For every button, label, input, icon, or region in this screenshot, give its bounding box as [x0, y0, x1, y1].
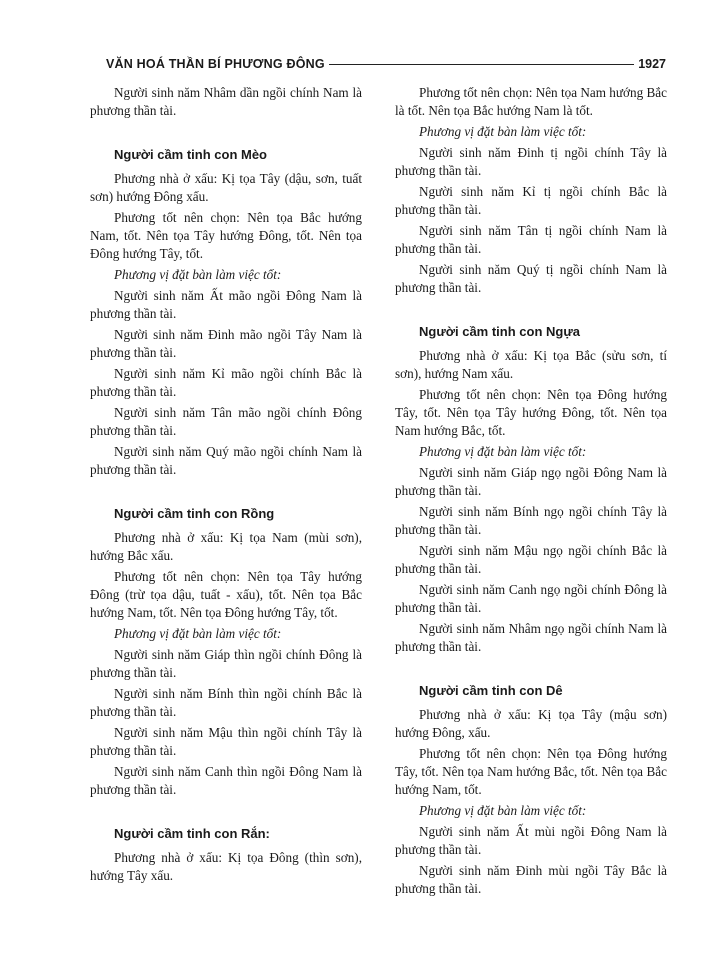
body-paragraph: Người sinh năm Nhâm ngọ ngồi chính Nam là phương thần tài.: [395, 621, 667, 654]
body-paragraph: Người sinh năm Bính ngọ ngồi chính Tây là phương thần tài.: [395, 504, 667, 537]
section-heading: Người cầm tinh con Rắn:: [114, 826, 270, 841]
body-paragraph: Phương nhà ở xấu: Kị tọa Nam (mùi sơn), hướng Bắc xấu.: [90, 530, 362, 563]
section-heading: Người cầm tinh con Rồng: [114, 506, 275, 521]
left-column: [90, 84, 362, 888]
body-paragraph: Người sinh năm Mậu thìn ngồi chính Tây là phương thần tài.: [90, 725, 362, 758]
section-heading: Người cầm tinh con Dê: [419, 683, 563, 698]
body-paragraph: Phương nhà ở xấu: Kị tọa Bắc (sửu sơn, tí sơn), hướng Nam xấu.: [395, 348, 667, 381]
body-paragraph: Người sinh năm Giáp ngọ ngồi Đông Nam là phương thần tài.: [395, 465, 667, 498]
body-paragraph: Người sinh năm Mậu ngọ ngồi chính Bắc là phương thần tài.: [395, 543, 667, 576]
right-column: [395, 84, 667, 901]
body-paragraph: Phương tốt nên chọn: Nên tọa Đông hướng Tây, tốt. Nên tọa Tây hướng Đông, tốt. Nên tọa Nam hướng Bắc, tốt.: [395, 387, 667, 438]
body-paragraph: Người sinh năm Bính thìn ngồi chính Bắc là phương thần tài.: [90, 686, 362, 719]
body-paragraph: Người sinh năm Quý tị ngồi chính Nam là phương thần tài.: [395, 262, 667, 295]
body-paragraph: Người sinh năm Đinh tị ngồi chính Tây là phương thần tài.: [395, 145, 667, 178]
body-paragraph: Người sinh năm Canh ngọ ngồi chính Đông là phương thần tài.: [395, 582, 667, 615]
subheading-text: Phương vị đặt bàn làm việc tốt:: [114, 626, 282, 641]
body-paragraph: Phương nhà ở xấu: Kị tọa Tây (mậu sơn) hướng Đông, xấu.: [395, 707, 667, 740]
body-paragraph: Phương tốt nên chọn: Nên tọa Nam hướng Bắc là tốt. Nên tọa Bắc hướng Nam là tốt.: [395, 85, 667, 118]
body-paragraph: Phương tốt nên chọn: Nên tọa Đông hướng Tây, tốt. Nên tọa Nam hướng Bắc, tốt. Nên tọa Bắc hướng Nam, tốt.: [395, 746, 667, 797]
body-paragraph: Người sinh năm Quý mão ngồi chính Nam là phương thần tài.: [90, 444, 362, 477]
body-paragraph: Phương tốt nên chọn: Nên tọa Bắc hướng Nam, tốt. Nên tọa Tây hướng Đông, tốt. Nên tọa Đông hướng Tây, tốt.: [90, 210, 362, 261]
page-number: 1927: [638, 57, 666, 71]
body-paragraph: Người sinh năm Ất mão ngồi Đông Nam là phương thần tài.: [90, 288, 362, 321]
body-paragraph: Người sinh năm Kỉ tị ngồi chính Bắc là phương thần tài.: [395, 184, 667, 217]
subheading-text: Phương vị đặt bàn làm việc tốt:: [419, 803, 587, 818]
body-paragraph: Phương nhà ở xấu: Kị tọa Đông (thìn sơn), hướng Tây xấu.: [90, 850, 362, 883]
header-rule: [329, 64, 634, 65]
body-paragraph: Người sinh năm Kỉ mão ngồi chính Bắc là phương thần tài.: [90, 366, 362, 399]
body-paragraph: Phương tốt nên chọn: Nên tọa Tây hướng Đông (trừ tọa dậu, tuất - xấu), tốt. Nên tọa Bắc hướng Nam, tốt. Nên tọa Đông hướng Tây, tốt.: [90, 569, 362, 620]
page-header: [106, 54, 666, 74]
body-paragraph: Người sinh năm Canh thìn ngồi Đông Nam là phương thần tài.: [90, 764, 362, 797]
running-title: VĂN HOÁ THẦN BÍ PHƯƠNG ĐÔNG: [106, 57, 325, 71]
body-paragraph: Người sinh năm Tân tị ngồi chính Nam là phương thần tài.: [395, 223, 667, 256]
body-paragraph: Người sinh năm Đinh mùi ngồi Tây Bắc là phương thần tài.: [395, 863, 667, 896]
subheading-text: Phương vị đặt bàn làm việc tốt:: [114, 267, 282, 282]
intro-paragraph: Người sinh năm Nhâm dần ngồi chính Nam là phương thần tài.: [90, 85, 362, 118]
section-heading: Người cầm tinh con Ngựa: [419, 324, 580, 339]
body-paragraph: Người sinh năm Đinh mão ngồi Tây Nam là phương thần tài.: [90, 327, 362, 360]
body-paragraph: Người sinh năm Tân mão ngồi chính Đông phương thần tài.: [90, 405, 362, 438]
subheading-text: Phương vị đặt bàn làm việc tốt:: [419, 124, 587, 139]
subheading-text: Phương vị đặt bàn làm việc tốt:: [419, 444, 587, 459]
section-heading: Người cầm tinh con Mèo: [114, 147, 267, 162]
body-paragraph: Người sinh năm Giáp thìn ngồi chính Đông là phương thần tài.: [90, 647, 362, 680]
body-paragraph: Người sinh năm Ất mùi ngồi Đông Nam là phương thần tài.: [395, 824, 667, 857]
body-paragraph: Phương nhà ở xấu: Kị tọa Tây (dậu, sơn, tuất sơn) hướng Đông xấu.: [90, 171, 362, 204]
